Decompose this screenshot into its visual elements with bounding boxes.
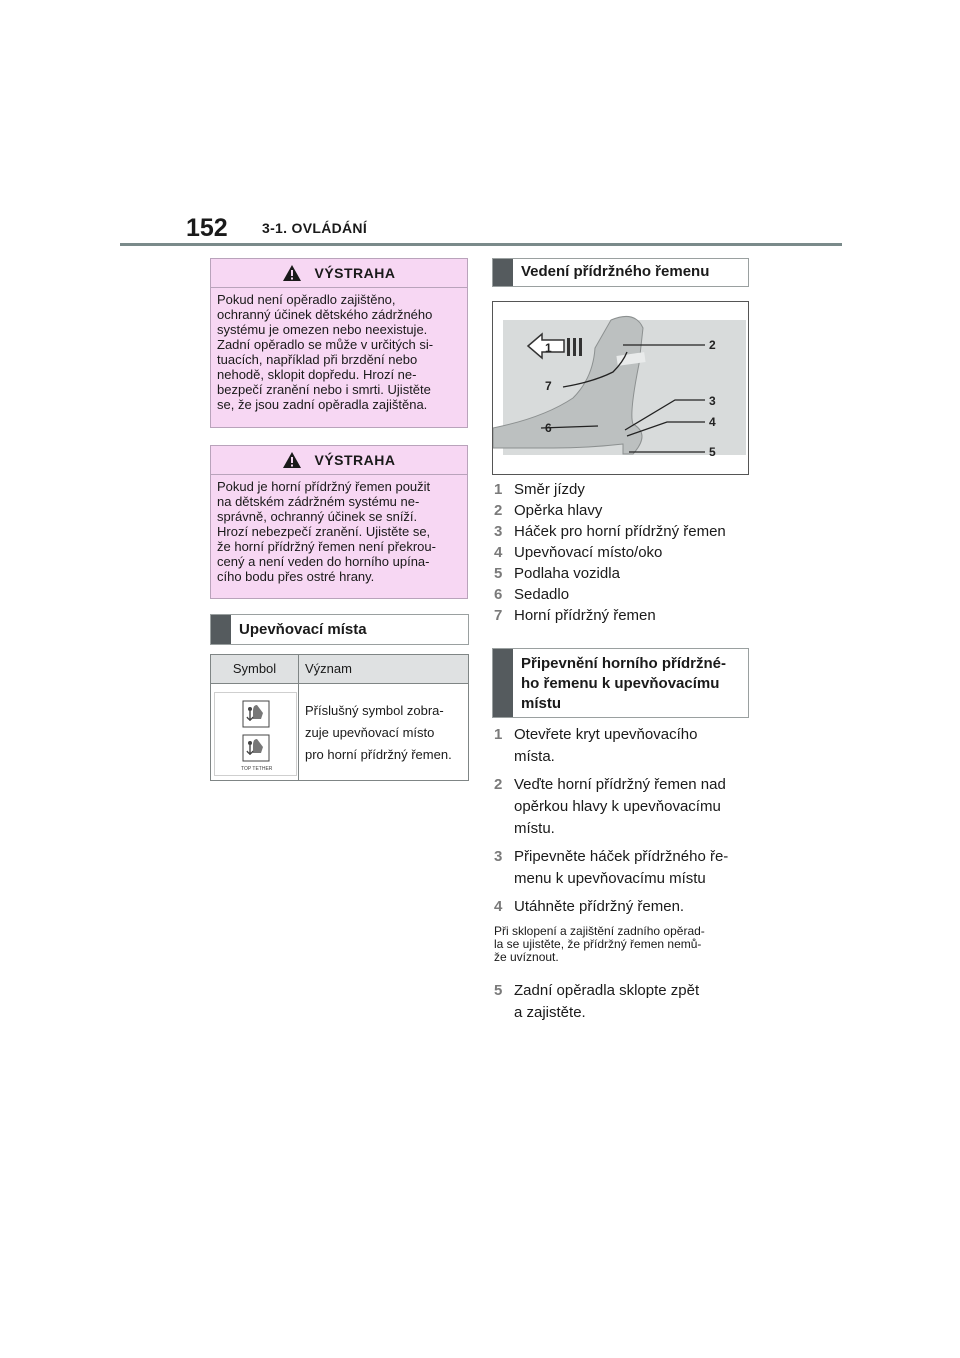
table-header-symbol: Symbol — [211, 655, 299, 684]
section-header-routing — [492, 258, 749, 287]
list-item — [494, 479, 726, 500]
step-line: Utáhněte přídržný řemen. — [514, 898, 685, 915]
list-item — [494, 563, 726, 584]
item-text: Horní přídržný řemen — [514, 607, 656, 624]
symbol-frame — [214, 692, 297, 776]
meaning-line: pro horní přídržný řemen. — [305, 747, 452, 762]
step-number: 2 — [494, 776, 503, 793]
step-item — [494, 724, 728, 768]
step-line: opěrkou hlavy k upevňovacímu — [514, 798, 721, 815]
note-line: že uvíznout. — [494, 950, 559, 964]
meaning-line: Příslušný symbol zobra- — [305, 703, 444, 718]
item-number: 2 — [494, 502, 503, 519]
step-line: Připevněte háček přídržného ře- — [514, 848, 729, 865]
warning-line: systému je omezen nebo neexistuje. — [217, 322, 428, 337]
table-cell-symbol — [211, 684, 299, 780]
item-text: Upevňovací místo/oko — [514, 544, 663, 561]
warning-line: Hrozí nebezpečí zranění. Ujistěte se, — [217, 524, 431, 539]
step-line: menu k upevňovacímu místu — [514, 870, 706, 887]
meaning-line: zuje upevňovací místo — [305, 725, 435, 740]
isofix-anchor-symbol-icon — [215, 693, 296, 775]
step-line: místa. — [514, 748, 555, 765]
section-header-attach — [492, 648, 749, 718]
diagram-label-4: 4 — [709, 415, 716, 429]
title-line: Připevnění horního přídržné- — [521, 655, 727, 672]
warning-line: tuacích, například při brzdění nebo — [217, 352, 418, 367]
item-number: 5 — [494, 565, 503, 582]
step-number: 5 — [494, 982, 503, 999]
section-header-anchors — [210, 614, 469, 645]
diagram-label-5: 5 — [709, 445, 716, 459]
attach-steps — [494, 724, 728, 924]
list-item — [494, 521, 726, 542]
item-number: 6 — [494, 586, 503, 603]
warning-triangle-icon — [282, 264, 302, 282]
section-header-bar — [493, 259, 513, 286]
step-line: místu. — [514, 820, 555, 837]
attach-step-final — [494, 980, 699, 1024]
step-number: 1 — [494, 726, 503, 743]
symbol-caption: TOP TETHER — [241, 766, 273, 772]
warning-box-tether — [210, 445, 468, 599]
warning-title-row — [211, 259, 467, 288]
warning-text — [211, 475, 467, 590]
item-text: Opěrka hlavy — [514, 502, 603, 519]
section-header-title: Upevňovací místa — [239, 621, 367, 638]
step-item — [494, 846, 728, 890]
title-line: místu — [521, 695, 562, 712]
warning-line: cího bodu přes ostré hrany. — [217, 569, 375, 584]
step-line: Veďte horní přídržný řemen nad — [514, 776, 726, 793]
note-line: la se ujistěte, že přídržný řemen nemů- — [494, 937, 702, 951]
item-number: 7 — [494, 607, 503, 624]
section-title: 3-1. OVLÁDÁNÍ — [262, 220, 368, 236]
warning-line: se, že jsou zadní opěradla zajištěna. — [217, 397, 428, 412]
warning-box-seatback — [210, 258, 468, 428]
warning-text — [211, 288, 467, 418]
diagram-label-1: 1 — [545, 341, 552, 355]
table-cell-meaning — [299, 684, 468, 780]
warning-title: VÝSTRAHA — [314, 452, 396, 468]
page-number: 152 — [186, 214, 228, 242]
section-header-title: Vedení přídržného řemenu — [521, 263, 710, 280]
item-number: 3 — [494, 523, 503, 540]
step-line: a zajistěte. — [514, 1004, 586, 1021]
anchor-symbol-table — [210, 654, 469, 781]
warning-line: na dětském zádržném systému ne- — [217, 494, 420, 509]
warning-title: VÝSTRAHA — [314, 265, 396, 281]
item-number: 1 — [494, 481, 503, 498]
note-text — [494, 925, 749, 964]
warning-line: že horní přídržný řemen není překrou- — [217, 539, 436, 554]
step-item — [494, 980, 699, 1024]
warning-line: Pokud není opěradlo zajištěno, — [217, 292, 396, 307]
diagram-label-6: 6 — [545, 421, 552, 435]
diagram-label-7: 7 — [545, 379, 552, 393]
step-number: 3 — [494, 848, 503, 865]
title-line: ho řemenu k upevňovacímu — [521, 675, 720, 692]
warning-line: správně, ochranný účinek se sníží. — [217, 509, 418, 524]
item-number: 4 — [494, 544, 503, 561]
diagram-label-2: 2 — [709, 338, 716, 352]
warning-line: cený a není veden do horního upína- — [217, 554, 430, 569]
warning-title-row — [211, 446, 467, 475]
item-text: Podlaha vozidla — [514, 565, 620, 582]
step-item — [494, 896, 728, 918]
warning-triangle-icon — [282, 451, 302, 469]
list-item — [494, 605, 726, 626]
seat-diagram-svg — [493, 302, 748, 474]
warning-line: bezpečí zranění nebo i smrti. Ujistěte — [217, 382, 431, 397]
diagram-legend — [494, 479, 726, 626]
table-header-meaning: Význam — [299, 655, 468, 684]
tether-routing-diagram — [492, 301, 749, 475]
warning-line: nehodě, sklopit dopředu. Hrozí ne- — [217, 367, 417, 382]
step-line: Zadní opěradla sklopte zpět — [514, 982, 700, 999]
section-header-bar — [493, 649, 513, 717]
warning-line: Zadní opěradlo se může v určitých si- — [217, 337, 434, 352]
warning-line: Pokud je horní přídržný řemen použit — [217, 479, 431, 494]
step-item — [494, 774, 728, 840]
list-item — [494, 584, 726, 605]
list-item — [494, 500, 726, 521]
warning-line: ochranný účinek dětského zádržného — [217, 307, 433, 322]
item-text: Směr jízdy — [514, 481, 585, 498]
item-text: Sedadlo — [514, 586, 570, 603]
step-line: Otevřete kryt upevňovacího — [514, 726, 698, 743]
section-header-title — [521, 654, 742, 714]
section-header-bar — [211, 615, 231, 644]
diagram-label-3: 3 — [709, 394, 716, 408]
header-rule — [120, 243, 842, 246]
note-line: Při sklopení a zajištění zadního opěrad- — [494, 924, 705, 938]
list-item — [494, 542, 726, 563]
step-number: 4 — [494, 898, 503, 915]
item-text: Háček pro horní přídržný řemen — [514, 523, 726, 540]
